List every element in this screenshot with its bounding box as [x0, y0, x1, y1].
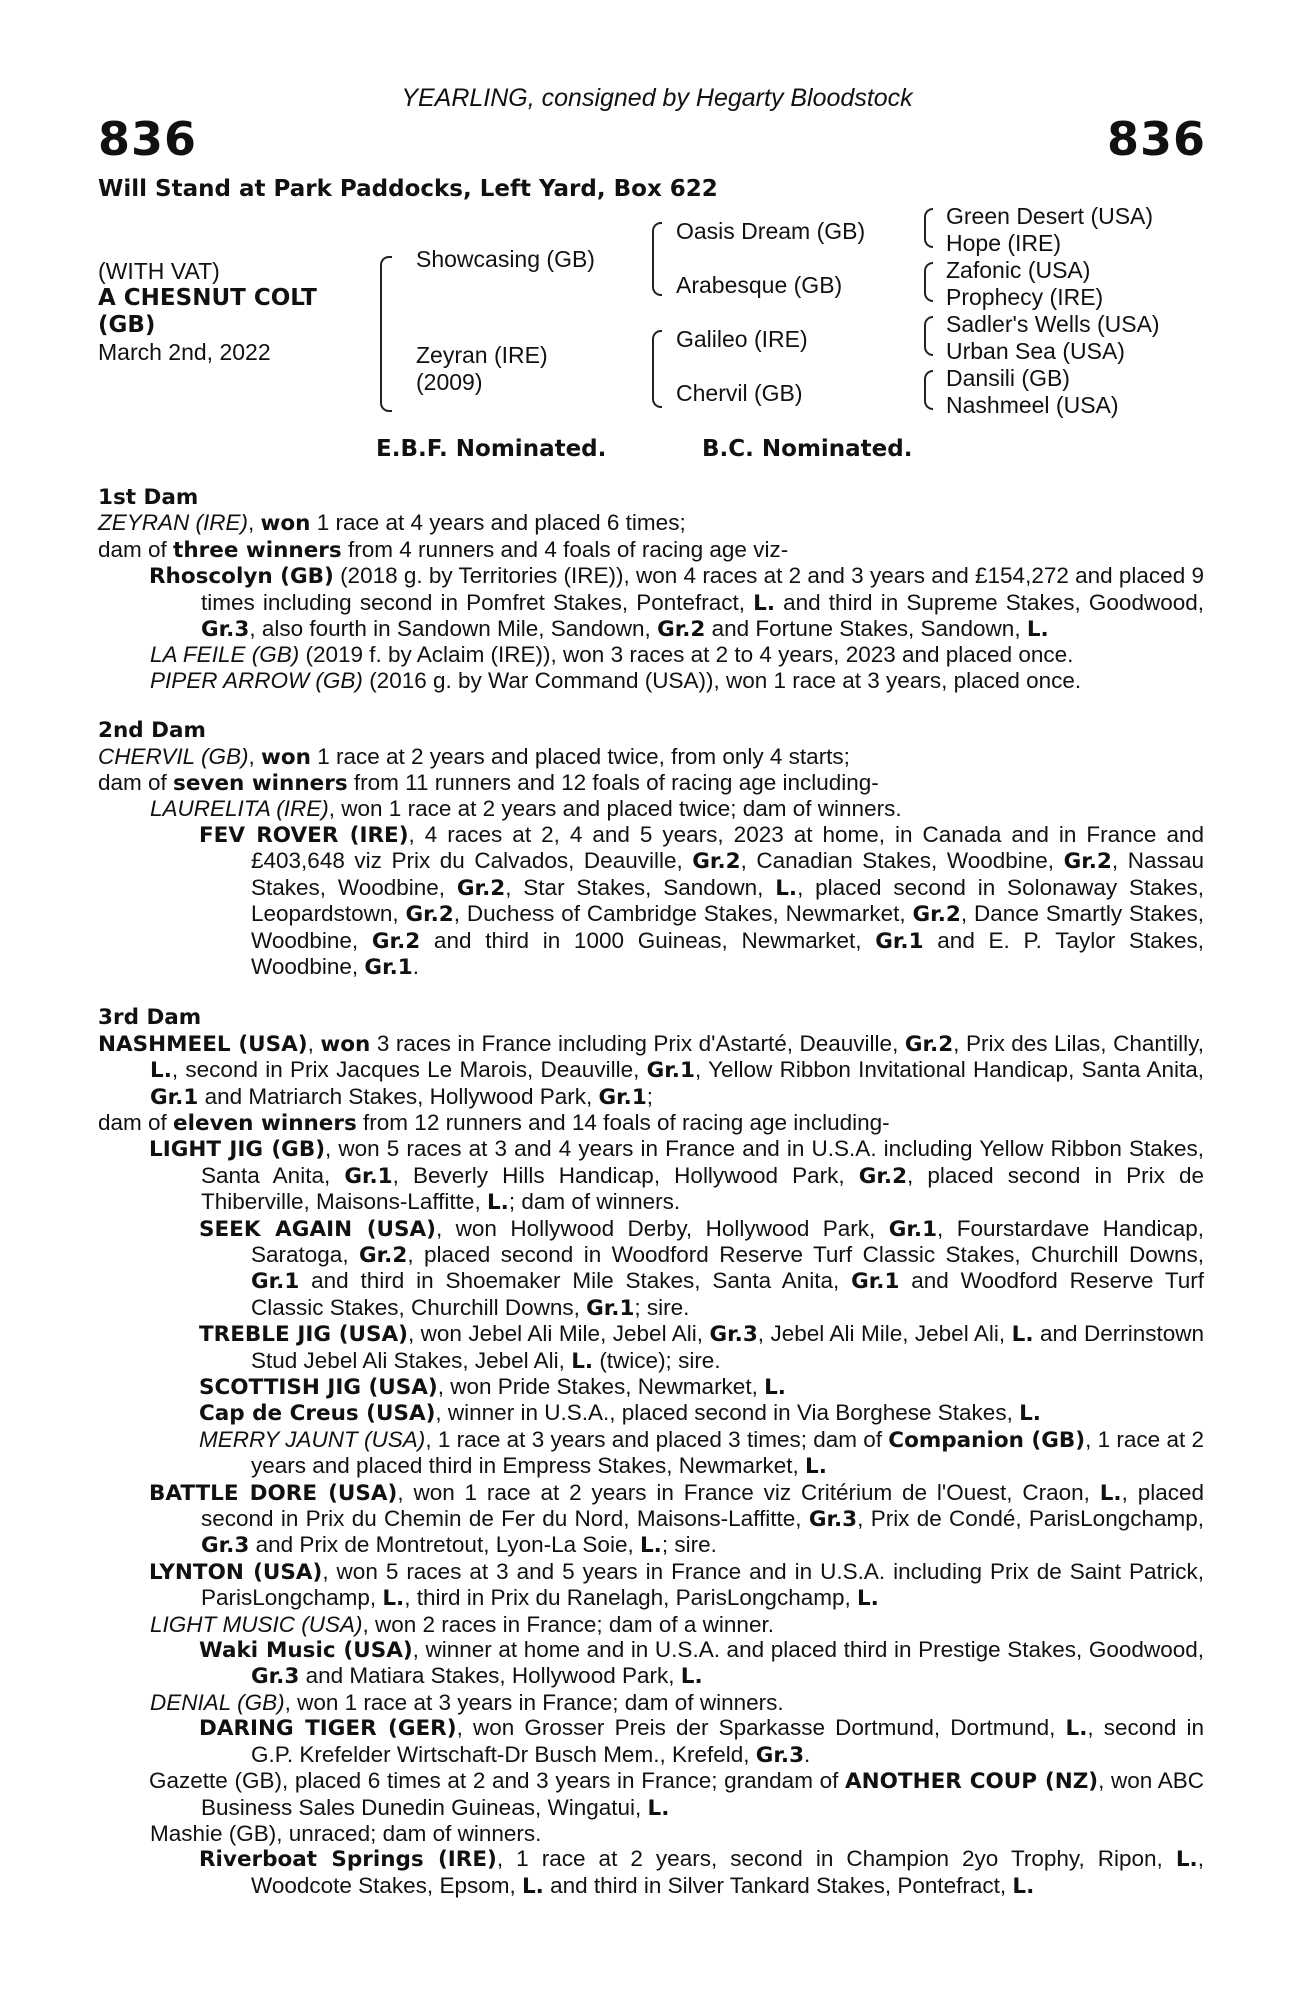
pedigree-brace-g2 [924, 262, 933, 302]
first-dam-produce: dam of three winners from 4 runners and 4 foals of racing age viz- [98, 536, 789, 563]
pedigree-g2: Hope (IRE) [946, 230, 1062, 256]
third-dam-heading: 3rd Dam [98, 1005, 202, 1031]
entry-cap-de-creus: Cap de Creus (USA), winner in U.S.A., placed second in Via Borghese Stakes, L. [199, 1400, 1041, 1427]
pedigree-brace-main [380, 256, 392, 412]
pedigree-g1: Green Desert (USA) [946, 203, 1154, 229]
ebf-nomination: E.B.F. Nominated. [376, 436, 607, 462]
consignment-line: YEARLING, consigned by Hegarty Bloodstock [401, 84, 913, 112]
entry-scottish-jig: SCOTTISH JIG (USA), won Pride Stakes, Newmarket, L. [199, 1374, 786, 1400]
pedigree-dam-sire: Galileo (IRE) [676, 326, 808, 352]
pedigree-brace-g1 [924, 208, 933, 248]
pedigree-g8: Nashmeel (USA) [946, 392, 1119, 418]
pedigree-brace-sire [652, 222, 662, 296]
pedigree-g7: Dansili (GB) [946, 365, 1070, 391]
entry-fev-rover: FEV ROVER (IRE), 4 races at 2, 4 and 5 years, 2023 at home, in Canada and in France and £403,648 viz Prix du Calvados, Deauville, Gr.2, Canadian Stakes, Woodbine, Gr.2, Nassau Stakes, Woodbine, Gr.2, Star Stakes, Sandown, L., placed second in Solonaway Stakes, Leopardstown, Gr.2, Duchess of Cambridge Stakes, Newmarket, Gr.2, Dance Smartly Stakes, Woodbine, Gr.2 and third in 1000 Guineas, Newmarket, Gr.1 and E. P. Taylor Stakes, Woodbine, Gr.1. [199, 821, 1205, 980]
entry-light-music: LIGHT MUSIC (USA), won 2 races in France; dam of a winner. [150, 1611, 774, 1637]
bc-nomination: B.C. Nominated. [702, 436, 913, 462]
entry-battle-dore: BATTLE DORE (USA), won 1 race at 2 years in France viz Critérium de l'Ouest, Craon, L., placed second in Prix du Chemin de Fer du Nord, Maisons-Laffitte, Gr.3, Prix de Condé, ParisLongchamp, Gr.3 and Prix de Montretout, Lyon-La Soie, L.; sire. [149, 1479, 1205, 1559]
entry-denial: DENIAL (GB), won 1 race at 3 years in France; dam of winners. [150, 1689, 784, 1715]
entry-light-jig: LIGHT JIG (GB), won 5 races at 3 and 4 years in France and in U.S.A. including Yellow Ribbon Stakes, Santa Anita, Gr.1, Beverly Hills Handicap, Hollywood Park, Gr.2, placed second in Prix de Thiberville, Maisons-Laffitte, L.; dam of winners. [149, 1136, 1204, 1216]
first-dam-record: ZEYRAN (IRE), won 1 race at 4 years and placed 6 times; [98, 510, 686, 537]
lot-number-left: 836 [98, 112, 198, 166]
entry-merry-jaunt: MERRY JAUNT (USA), 1 race at 3 years and placed 3 times; dam of Companion (GB), 1 race at 2 years and placed third in Empress Stakes, Newmarket, L. [199, 1426, 1204, 1480]
produce-record [98, 485, 1204, 1899]
entry-riverboat-springs: Riverboat Springs (IRE), 1 race at 2 years, second in Champion 2yo Trophy, Ripon, L., Woodcote Stakes, Epsom, L. and third in Silver Tankard Stakes, Pontefract, L. [199, 1846, 1204, 1899]
entry-mashie: Mashie (GB), unraced; dam of winners. [150, 1820, 542, 1846]
first-dam-heading: 1st Dam [98, 485, 199, 510]
pedigree-brace-g3 [924, 316, 933, 356]
entry-gazette: Gazette (GB), placed 6 times at 2 and 3 years in France; grandam of ANOTHER COUP (NZ), won ABC Business Sales Dunedin Guineas, Wingatui, L. [149, 1768, 1204, 1821]
second-dam-produce: dam of seven winners from 11 runners and 12 foals of racing age including- [98, 770, 879, 797]
pedigree-g4: Prophecy (IRE) [946, 284, 1104, 310]
entry-la-feile: LA FEILE (GB) (2019 f. by Aclaim (IRE)), won 3 races at 2 to 4 years, 2023 and placed once. [150, 642, 1074, 668]
pedigree-dam-dam: Chervil (GB) [676, 380, 803, 406]
first-dam-name: ZEYRAN (IRE) [98, 510, 249, 536]
entry-seek-again: SEEK AGAIN (USA), won Hollywood Derby, Hollywood Park, Gr.1, Fourstardave Handicap, Saratoga, Gr.2, placed second in Woodford Reserve Turf Classic Stakes, Churchill Downs, Gr.1 and third in Shoemaker Mile Stakes, Santa Anita, Gr.1 and Woodford Reserve Turf Classic Stakes, Churchill Downs, Gr.1; sire. [199, 1215, 1204, 1321]
pedigree-dam: Zeyran (IRE) [416, 342, 548, 368]
pedigree-g6: Urban Sea (USA) [946, 338, 1125, 364]
pedigree-sire: Showcasing (GB) [416, 246, 595, 272]
pedigree-brace-g4 [924, 370, 933, 410]
stand-location: Will Stand at Park Paddocks, Left Yard, Box 622 [98, 176, 718, 202]
pedigree-dam-year: (2009) [416, 369, 483, 395]
pedigree-g5: Sadler's Wells (USA) [946, 311, 1160, 337]
vat-note: (WITH VAT) [98, 258, 220, 284]
lot-number-right: 836 [1106, 112, 1206, 166]
entry-piper-arrow: PIPER ARROW (GB) (2016 g. by War Command (USA)), won 1 race at 3 years, placed once. [150, 667, 1082, 693]
pedigree-sire-sire: Oasis Dream (GB) [676, 218, 866, 244]
second-dam-heading: 2nd Dam [98, 718, 206, 744]
colt-description: A CHESNUT COLT [98, 285, 317, 311]
pedigree-brace-dam [652, 330, 662, 408]
lot-subject [98, 258, 317, 366]
entry-laurelita: LAURELITA (IRE), won 1 race at 2 years and placed twice; dam of winners. [150, 796, 902, 822]
entry-daring-tiger: DARING TIGER (GER), won Grosser Preis der Sparkasse Dortmund, Dortmund, L., second in G.P. Krefelder Wirtschaft-Dr Busch Mem., Krefeld, Gr.3. [199, 1715, 1204, 1768]
foaling-date: March 2nd, 2022 [98, 339, 271, 365]
entry-rhoscolyn: Rhoscolyn (GB) (2018 g. by Territories (IRE)), won 4 races at 2 and 3 years and £154,272 and placed 9 times including second in Pomfret Stakes, Pontefract, L. and third in Supreme Stakes, Goodwood, Gr.3, also fourth in Sandown Mile, Sandown, Gr.2 and Fortune Stakes, Sandown, L. [149, 563, 1205, 643]
colt-origin: (GB) [98, 312, 156, 338]
entry-waki-music: Waki Music (USA), winner at home and in U.S.A. and placed third in Prestige Stakes, Goodwood, Gr.3 and Matiara Stakes, Hollywood Park, L. [199, 1637, 1204, 1690]
second-dam-record: CHERVIL (GB), won 1 race at 2 years and placed twice, from only 4 starts; [98, 743, 850, 770]
third-dam-produce: dam of eleven winners from 12 runners and 14 foals of racing age including- [98, 1109, 890, 1136]
pedigree-g3: Zafonic (USA) [946, 257, 1091, 283]
entry-treble-jig: TREBLE JIG (USA), won Jebel Ali Mile, Jebel Ali, Gr.3, Jebel Ali Mile, Jebel Ali, L. and Derrinstown Stud Jebel Ali Stakes, Jebel Ali, L. (twice); sire. [199, 1321, 1204, 1374]
entry-lynton: LYNTON (USA), won 5 races at 3 and 5 years in France and in U.S.A. including Prix de Saint Patrick, ParisLongchamp, L., third in Prix du Ranelagh, ParisLongchamp, L. [149, 1558, 1204, 1612]
third-dam-record: NASHMEEL (USA), won 3 races in France including Prix d'Astarté, Deauville, Gr.2, Prix des Lilas, Chantilly, L., second in Prix Jacques Le Marois, Deauville, Gr.1, Yellow Ribbon Invitational Handicap, Santa Anita, Gr.1 and Matriarch Stakes, Hollywood Park, Gr.1; [98, 1030, 1204, 1110]
pedigree-sire-dam: Arabesque (GB) [676, 272, 843, 298]
